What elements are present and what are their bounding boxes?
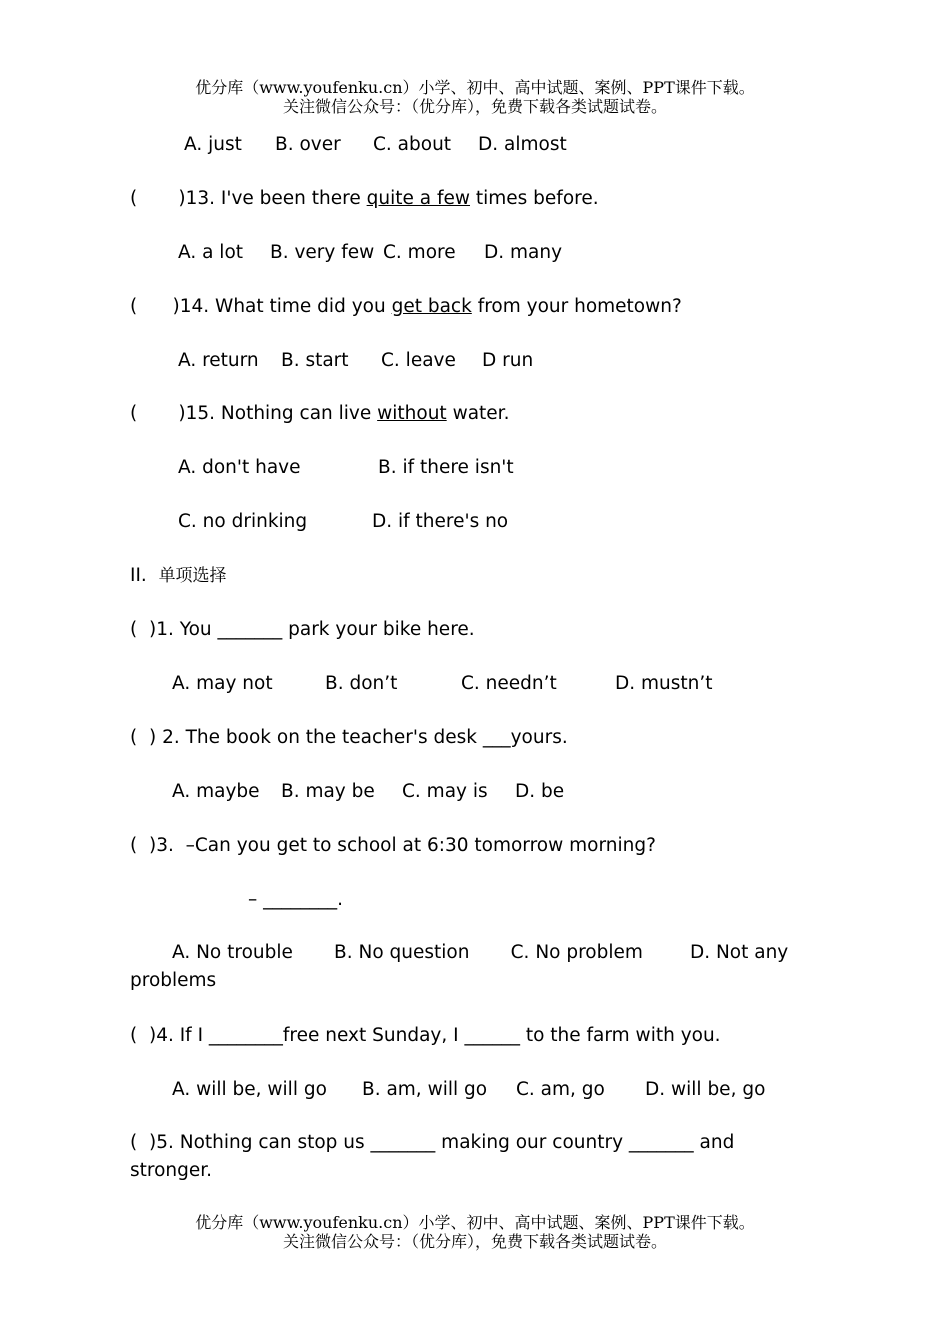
question-15-text: 15. Nothing can live bbox=[185, 403, 378, 424]
q12-option-b: B. over bbox=[275, 134, 341, 155]
s4-option-b: B. am, will go bbox=[362, 1079, 488, 1100]
choice-question-4: ( )4. If I ________free next Sunday, I ______ to the farm with you. bbox=[130, 1025, 721, 1046]
s4-options bbox=[172, 1079, 765, 1101]
s1-option-d: D. mustn’t bbox=[615, 673, 713, 694]
header-line-1: 优分库（www.youfenku.cn）小学、初中、高中试题、案例、PPT课件下载。 bbox=[195, 78, 755, 97]
answer-blank: ( ) bbox=[130, 188, 186, 209]
s1-options bbox=[172, 673, 713, 695]
q12-option-c: C. about bbox=[373, 134, 452, 155]
section-title: 单项选择 bbox=[158, 566, 227, 586]
question-13 bbox=[130, 188, 599, 210]
s4-option-d: D. will be, go bbox=[645, 1079, 766, 1100]
question-14-end: from your hometown? bbox=[471, 296, 682, 317]
s4-option-a: A. will be, will go bbox=[172, 1079, 327, 1100]
page-footer bbox=[0, 1213, 950, 1251]
choice-question-3: ( )3. –Can you get to school at 6:30 tomorrow morning? bbox=[130, 835, 656, 856]
section-number: II. bbox=[130, 565, 147, 586]
question-14 bbox=[130, 296, 682, 318]
s3-answer-line: – ________. bbox=[248, 889, 344, 910]
s1-option-a: A. may not bbox=[172, 673, 273, 694]
q12-options bbox=[184, 134, 567, 156]
s2-option-c: C. may is bbox=[402, 781, 488, 802]
answer-blank: ( ) bbox=[130, 403, 186, 424]
s2-options bbox=[172, 781, 564, 803]
s3-options: A. No trouble B. No question C. No problem D. Not any problems bbox=[130, 942, 795, 991]
q12-option-d: D. almost bbox=[478, 134, 567, 155]
choice-question-2: ( ) 2. The book on the teacher's desk ___yours. bbox=[130, 727, 568, 748]
q15-option-c: C. no drinking bbox=[178, 511, 308, 532]
footer-line-2: 关注微信公众号：（优分库），免费下载各类试题试卷。 bbox=[282, 1232, 667, 1251]
question-15 bbox=[130, 403, 509, 425]
q14-option-c: C. leave bbox=[381, 350, 456, 371]
q13-option-b: B. very few bbox=[270, 242, 375, 263]
choice-question-1: ( )1. You _______ park your bike here. bbox=[130, 619, 475, 640]
question-13-text: 13. I've been there bbox=[185, 188, 367, 209]
question-14-text: 14. What time did you bbox=[179, 296, 392, 317]
q12-option-a: A. just bbox=[184, 134, 242, 155]
q13-options bbox=[178, 242, 562, 264]
section-2-heading bbox=[130, 565, 227, 587]
q15-option-b: B. if there isn't bbox=[378, 457, 514, 478]
s2-option-b: B. may be bbox=[281, 781, 375, 802]
s2-option-d: D. be bbox=[515, 781, 565, 802]
s4-option-c: C. am, go bbox=[516, 1079, 605, 1100]
q15-options-row-1 bbox=[178, 457, 514, 479]
header-line-2: 关注微信公众号：（优分库），免费下载各类试题试卷。 bbox=[282, 97, 667, 116]
q14-option-a: A. return bbox=[178, 350, 259, 371]
q15-option-a: A. don't have bbox=[178, 457, 301, 478]
choice-question-5: ( )5. Nothing can stop us _______ making our country _______ and stronger. bbox=[130, 1132, 741, 1181]
s1-option-b: B. don’t bbox=[325, 673, 398, 694]
footer-line-1: 优分库（www.youfenku.cn）小学、初中、高中试题、案例、PPT课件下载。 bbox=[195, 1213, 755, 1232]
question-15-end: water. bbox=[446, 403, 510, 424]
question-13-end: times before. bbox=[469, 188, 599, 209]
q13-option-a: A. a lot bbox=[178, 242, 244, 263]
q15-option-d: D. if there's no bbox=[372, 511, 509, 532]
s1-option-c: C. needn’t bbox=[461, 673, 557, 694]
s2-option-a: A. maybe bbox=[172, 781, 260, 802]
underlined-phrase: without bbox=[377, 403, 447, 424]
underlined-phrase: get back bbox=[391, 296, 472, 317]
answer-blank: ( ) bbox=[130, 296, 180, 317]
underlined-phrase: quite a few bbox=[366, 188, 470, 209]
page-header bbox=[0, 78, 950, 116]
q14-option-d: D run bbox=[482, 350, 534, 371]
q13-option-d: D. many bbox=[484, 242, 563, 263]
q14-option-b: B. start bbox=[281, 350, 349, 371]
q15-options-row-2 bbox=[178, 511, 508, 533]
q14-options bbox=[178, 350, 533, 372]
q13-option-c: C. more bbox=[383, 242, 456, 263]
